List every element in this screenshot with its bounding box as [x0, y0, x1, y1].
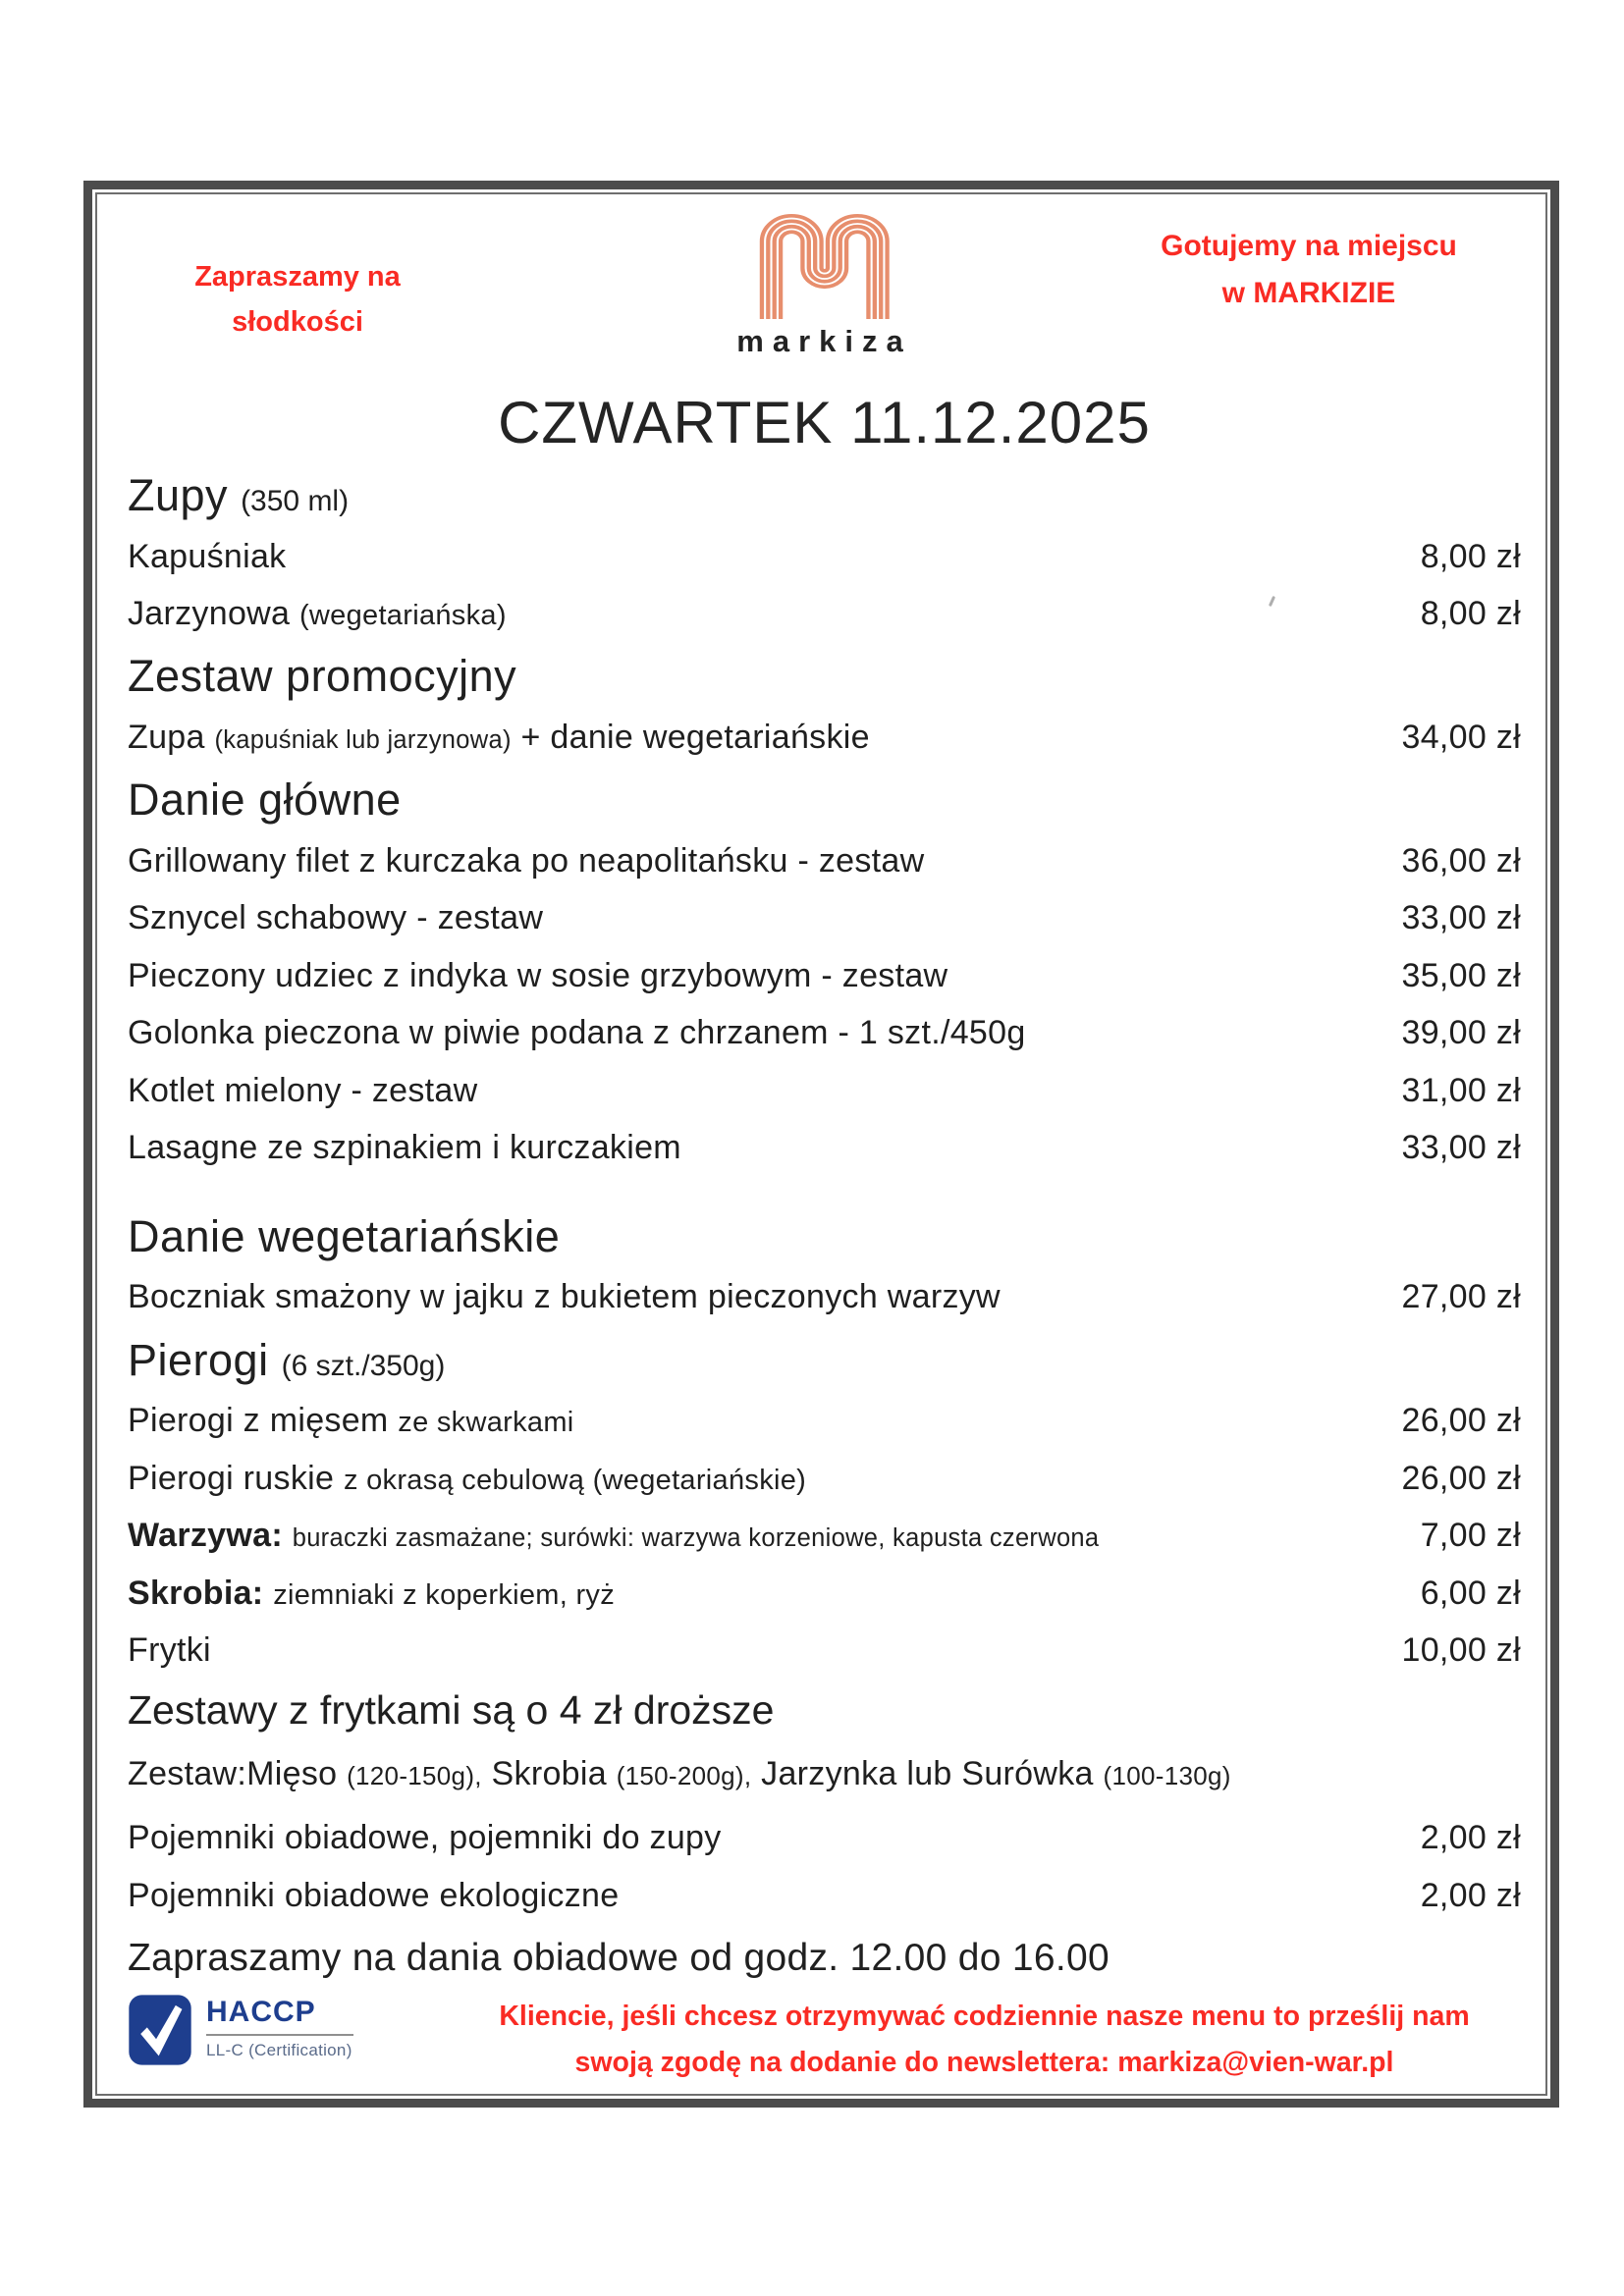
item-price: 27,00 zł: [1401, 1278, 1521, 1316]
opening-hours-note: Zapraszamy na dania obiadowe od godz. 12.00 do 16.00: [128, 1937, 1110, 1980]
cooked-note-line2: w MARKIZIE: [1221, 277, 1396, 309]
haccp-check-icon: [128, 1994, 192, 2066]
brand-logo: [736, 209, 911, 359]
menu-item: Grillowany filet z kurczaka po neapolitańsku - zestaw 36,00 zł: [128, 841, 1521, 881]
menu-item: Zupa (kapuśniak lub jarzynowa) + danie wegetariańskie 34,00 zł: [128, 718, 1521, 758]
item-price: 10,00 zł: [1401, 1631, 1521, 1670]
item-note: z okrasą cebulową (wegetariańskie): [343, 1464, 807, 1496]
item-price: 2,00 zł: [1420, 1819, 1521, 1857]
section-note: (6 szt./350g): [281, 1349, 446, 1382]
extra-desc: buraczki zasmażane; surówki: warzywa korzeniowe, kapusta czerwona: [292, 1524, 1100, 1553]
newsletter-note: [452, 1994, 1521, 2086]
menu-item-skrobia: [128, 1574, 1521, 1614]
item-note: (kapuśniak lub jarzynowa): [214, 725, 512, 754]
newsletter-line1: Kliencie, jeśli chcesz otrzymywać codziennie nasze menu to prześlij nam: [499, 2000, 1470, 2032]
menu-content: [92, 189, 1550, 2099]
menu-frame: [83, 181, 1559, 2108]
item-price: 8,00 zł: [1420, 594, 1521, 632]
newsletter-line2: swoją zgodę na dodanie do newslettera: markiza@vien-war.pl: [574, 2046, 1394, 2078]
item-price: 36,00 zł: [1401, 841, 1521, 880]
item-price: 31,00 zł: [1401, 1071, 1521, 1109]
menu-item-warzywa: [128, 1516, 1521, 1556]
item-price: 8,00 zł: [1420, 537, 1521, 575]
sweets-note: [145, 254, 450, 346]
brand-wordmark: markiza: [736, 324, 912, 358]
page-title: CZWARTEK 11.12.2025: [498, 390, 1151, 455]
menu-item: Pierogi ruskie z okrasą cebulową (wegetariańskie) 26,00 zł: [128, 1459, 1521, 1499]
menu-item-containers-eco: Pojemniki obiadowe ekologiczne 2,00 zł: [128, 1876, 1521, 1916]
section-note: (350 ml): [241, 485, 350, 517]
item-note: ze skwarkami: [398, 1407, 574, 1439]
sweets-note-line2: słodkości: [232, 306, 363, 339]
menu-item: Boczniak smażony w jajku z bukietem pieczonych warzyw 27,00 zł: [128, 1277, 1521, 1317]
menu-item: Pieczony udziec z indyka w sosie grzybowym - zestaw 35,00 zł: [128, 956, 1521, 996]
menu-header: [128, 205, 1521, 388]
menu-item: Kapuśniak 8,00 zł: [128, 537, 1521, 577]
item-price: 26,00 zł: [1401, 1402, 1521, 1440]
sweets-note-line1: Zapraszamy na: [194, 261, 401, 293]
markiza-m-logo-icon: [751, 209, 898, 319]
menu-item-frytki: Frytki 10,00 zł: [128, 1630, 1521, 1671]
item-price: 6,00 zł: [1420, 1574, 1521, 1612]
item-price: 2,00 zł: [1420, 1876, 1521, 1914]
menu-item: Golonka pieczona w piwie podana z chrzanem - 1 szt./450g 39,00 zł: [128, 1013, 1521, 1053]
section-heading-danie-wegetarianskie: Danie wegetariańskie: [128, 1210, 561, 1261]
haccp-title: HACCP: [206, 1995, 316, 2028]
section-heading-danie-glowne: Danie główne: [128, 774, 402, 826]
haccp-subtitle: LL-C (Certification): [206, 2040, 352, 2059]
extra-desc: ziemniaki z koperkiem, ryż: [273, 1578, 616, 1611]
item-suffix: + danie wegetariańskie: [520, 718, 870, 756]
item-price: 33,00 zł: [1401, 1129, 1521, 1167]
menu-footer: [128, 1994, 1521, 2086]
item-price: 33,00 zł: [1401, 899, 1521, 937]
haccp-certification: [128, 1994, 452, 2066]
cooked-note-line1: Gotujemy na miejscu: [1161, 230, 1457, 262]
fries-surcharge-note: Zestawy z frytkami są o 4 zł droższe: [128, 1686, 775, 1733]
menu-item: Lasagne ze szpinakiem i kurczakiem 33,00 zł: [128, 1128, 1521, 1168]
menu-item: Jarzynowa (wegetariańska) 8,00 zł: [128, 594, 1521, 634]
menu-item: Kotlet mielony - zestaw 31,00 zł: [128, 1071, 1521, 1111]
menu-item: Pierogi z mięsem ze skwarkami 26,00 zł: [128, 1401, 1521, 1441]
item-price: 7,00 zł: [1420, 1517, 1521, 1555]
item-price: 26,00 zł: [1401, 1459, 1521, 1497]
item-note: (wegetariańska): [298, 599, 507, 631]
section-heading-zestaw-promocyjny: Zestaw promocyjny: [128, 651, 517, 702]
extra-label: Warzywa:: [128, 1517, 283, 1555]
cooked-on-site-note: [1103, 223, 1515, 317]
haccp-divider: [206, 2034, 353, 2036]
extra-label: Skrobia:: [128, 1574, 264, 1612]
section-heading-pierogi: Pierogi (6 szt./350g): [128, 1334, 446, 1385]
menu-item: Sznycel schabowy - zestaw 33,00 zł: [128, 898, 1521, 938]
item-price: 35,00 zł: [1401, 956, 1521, 994]
section-heading-zupy: Zupy (350 ml): [128, 470, 350, 520]
menu-item-containers: Pojemniki obiadowe, pojemniki do zupy 2,00 zł: [128, 1818, 1521, 1858]
item-price: 39,00 zł: [1401, 1014, 1521, 1052]
set-composition-note: Zestaw:Mięso (120-150g), Skrobia (150-200g), Jarzynka lub Surówka (100-130g): [128, 1754, 1231, 1792]
item-price: 34,00 zł: [1401, 718, 1521, 756]
